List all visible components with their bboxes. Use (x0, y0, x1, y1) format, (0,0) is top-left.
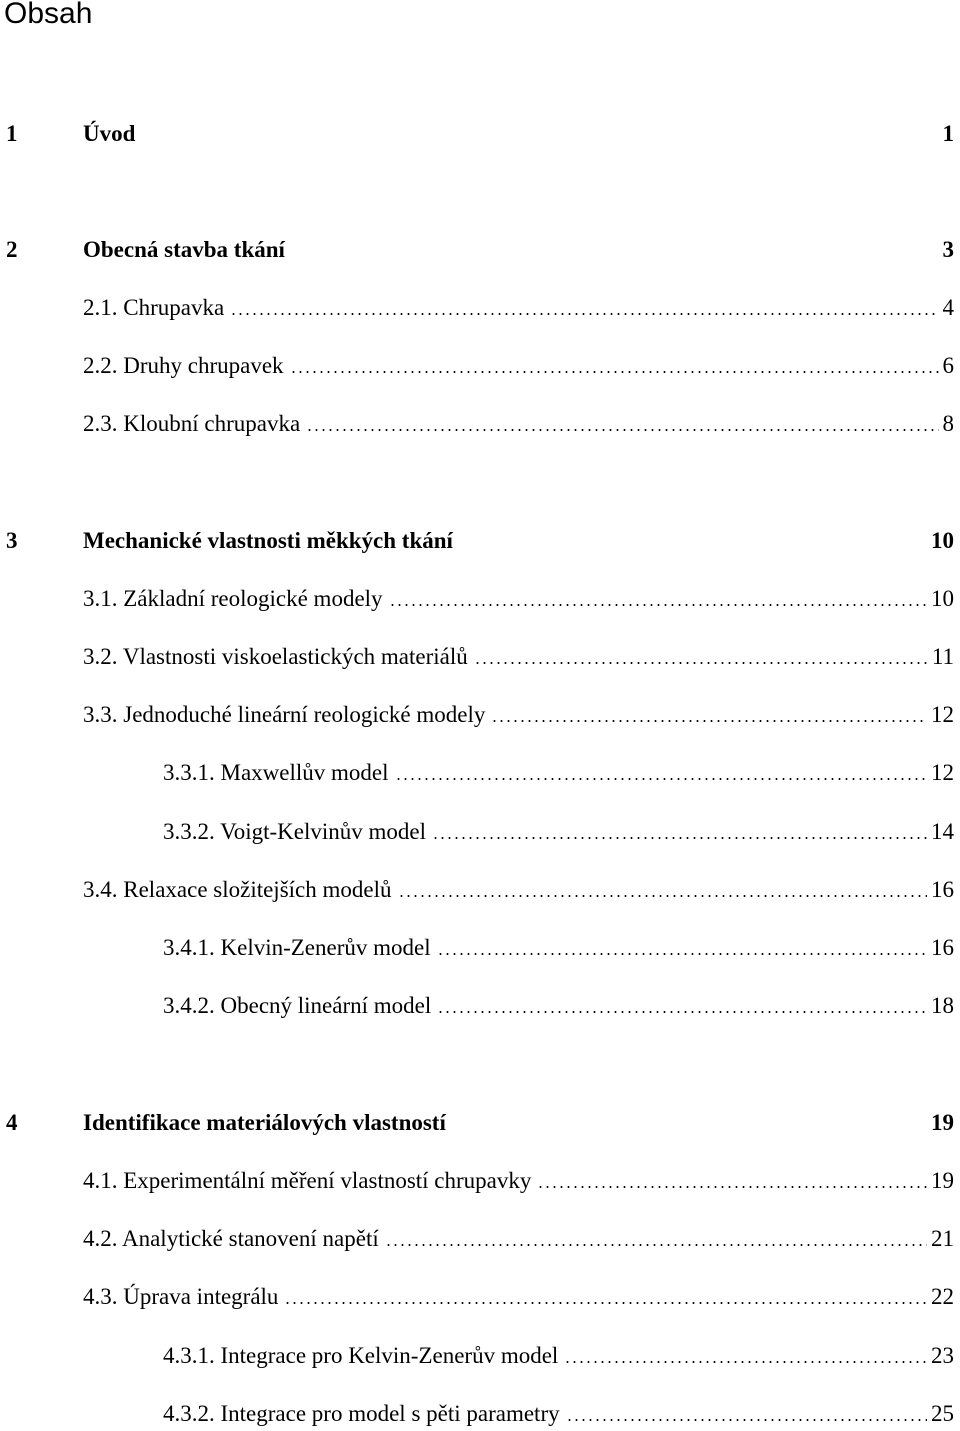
toc-section-3-4[interactable] (83, 875, 954, 905)
chapter-title: Úvod (83, 121, 136, 146)
section-title: 3.3. Jednoduché lineární reologické modely (83, 702, 486, 727)
chapter-number: 3 (6, 528, 18, 553)
page-number: 16 (931, 877, 954, 902)
toc-section-3-1[interactable] (83, 584, 954, 614)
dot-leader (474, 662, 928, 664)
toc-subsection-3-4-2[interactable] (163, 991, 954, 1021)
section-title: 3.1. Základní reologické modely (83, 586, 383, 611)
toc-section-2-1[interactable] (83, 293, 954, 323)
dot-leader (437, 1011, 927, 1013)
page-number: 4 (942, 295, 954, 320)
chapter-number: 2 (6, 237, 18, 262)
page-number: 22 (931, 1284, 954, 1309)
page-number: 19 (931, 1168, 954, 1193)
page-number: 6 (942, 353, 954, 378)
toc-section-4-2[interactable] (83, 1224, 954, 1254)
dot-leader (389, 604, 927, 606)
dot-leader (385, 1244, 927, 1246)
page-number: 16 (931, 935, 954, 960)
page-number: 12 (931, 760, 954, 785)
page-number: 21 (931, 1226, 954, 1251)
subsection-title: 3.4.2. Obecný lineární model (163, 993, 432, 1018)
dot-leader (290, 371, 939, 373)
toc-subsection-3-3-1[interactable] (163, 758, 954, 788)
dot-leader (230, 313, 938, 315)
dot-leader (491, 720, 927, 722)
subsection-title: 4.3.2. Integrace pro model s pěti parametry (163, 1401, 560, 1426)
page-number: 11 (931, 644, 954, 669)
page-title: Obsah (4, 0, 93, 30)
toc-section-3-2[interactable] (83, 642, 954, 672)
section-title: 3.4. Relaxace složitejších modelů (83, 877, 392, 902)
chapter-title: Identifikace materiálových vlastností (83, 1110, 446, 1135)
subsection-title: 4.3.1. Integrace pro Kelvin-Zenerův model (163, 1343, 559, 1368)
toc-section-2-3[interactable] (83, 409, 954, 439)
dot-leader (537, 1186, 927, 1188)
dot-leader (432, 837, 927, 839)
toc-section-3-3[interactable] (83, 700, 954, 730)
dot-leader (395, 778, 928, 780)
toc-chapter-3[interactable] (6, 526, 954, 556)
section-title: 4.2. Analytické stanovení napětí (83, 1226, 379, 1251)
page-number: 1 (942, 121, 954, 146)
page-number: 23 (931, 1343, 954, 1368)
section-title: 4.1. Experimentální měření vlastností chrupavky (83, 1168, 532, 1193)
toc-section-2-2[interactable] (83, 351, 954, 381)
page-number: 18 (931, 993, 954, 1018)
subsection-title: 3.4.1. Kelvin-Zenerův model (163, 935, 431, 960)
toc-section-4-1[interactable] (83, 1166, 954, 1196)
section-title: 2.2. Druhy chrupavek (83, 353, 284, 378)
toc-subsection-4-3-2[interactable] (163, 1399, 954, 1429)
section-title: 2.1. Chrupavka (83, 295, 225, 320)
page-number: 10 (931, 586, 954, 611)
toc-chapter-2[interactable] (6, 235, 954, 265)
toc-section-4-3[interactable] (83, 1282, 954, 1312)
dot-leader (284, 1302, 927, 1304)
page-number: 12 (931, 702, 954, 727)
page-number: 3 (942, 237, 954, 262)
dot-leader (437, 953, 927, 955)
section-title: 4.3. Úprava integrálu (83, 1284, 279, 1309)
toc-chapter-4[interactable] (6, 1108, 954, 1138)
page-number: 14 (931, 819, 954, 844)
page-number: 19 (931, 1110, 954, 1135)
dot-leader (398, 895, 928, 897)
subsection-title: 3.3.1. Maxwellův model (163, 760, 389, 785)
page-number: 10 (931, 528, 954, 553)
page-number: 8 (942, 411, 954, 436)
chapter-title: Obecná stavba tkání (83, 237, 285, 262)
toc-subsection-4-3-1[interactable] (163, 1341, 954, 1371)
page-number: 25 (931, 1401, 954, 1426)
section-title: 3.2. Vlastnosti viskoelastických materiálů (83, 644, 468, 669)
dot-leader (566, 1419, 927, 1421)
chapter-number: 1 (6, 121, 18, 146)
dot-leader (306, 429, 938, 431)
section-title: 2.3. Kloubní chrupavka (83, 411, 301, 436)
chapter-number: 4 (6, 1110, 18, 1135)
subsection-title: 3.3.2. Voigt-Kelvinův model (163, 819, 427, 844)
dot-leader (564, 1361, 927, 1363)
chapter-title: Mechanické vlastnosti měkkých tkání (83, 528, 453, 553)
toc-subsection-3-3-2[interactable] (163, 817, 954, 847)
toc-subsection-3-4-1[interactable] (163, 933, 954, 963)
toc-chapter-1[interactable] (6, 119, 954, 149)
